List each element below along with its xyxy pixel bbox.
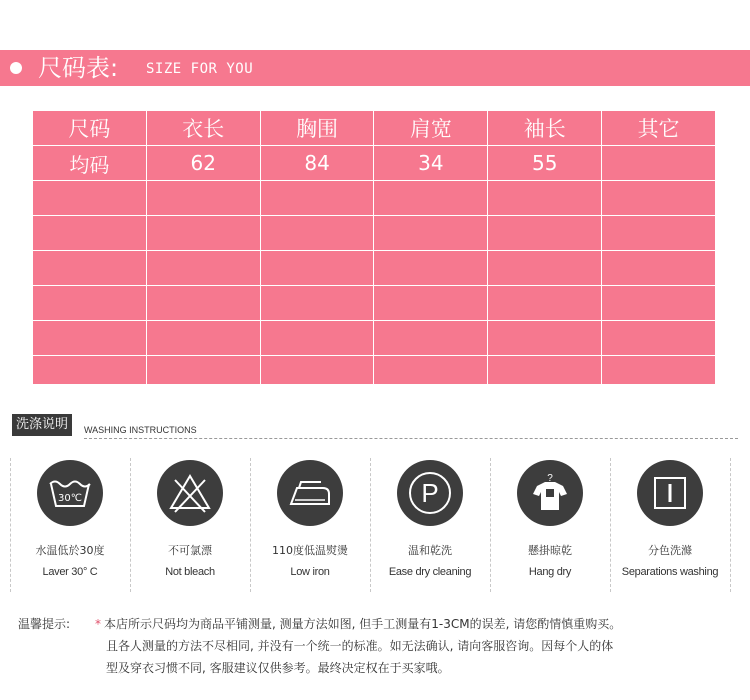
size-table-row xyxy=(33,251,716,286)
size-table-cell xyxy=(602,146,716,181)
size-table-cell xyxy=(260,321,374,356)
size-table-cell: 84 xyxy=(260,146,374,181)
size-table-row xyxy=(33,146,716,181)
washing-title: 洗涤说明 xyxy=(12,414,72,436)
hang-dry-icon xyxy=(517,460,583,526)
size-table-cell xyxy=(602,251,716,286)
size-table-cell xyxy=(602,181,716,216)
size-table-subtitle: SIZE FOR YOU xyxy=(146,61,254,77)
size-table-title: 尺码表: xyxy=(38,54,119,82)
care-label-en: Ease dry cleaning xyxy=(388,566,472,578)
size-table-cell xyxy=(146,286,260,321)
size-table-cell xyxy=(488,321,602,356)
size-table-row xyxy=(33,286,716,321)
size-table-cell xyxy=(488,181,602,216)
wash-temp-label: 30℃ xyxy=(58,493,82,504)
size-table-header-cell: 尺码 xyxy=(33,111,147,146)
size-table-cell xyxy=(146,251,260,286)
notes-label: 温馨提示: xyxy=(18,617,71,631)
no-bleach-icon xyxy=(157,460,223,526)
size-table-cell xyxy=(146,356,260,391)
size-table-cell: 62 xyxy=(146,146,260,181)
care-item-wash-30c xyxy=(10,456,130,596)
size-table-row xyxy=(33,216,716,251)
size-table-cell xyxy=(374,356,488,391)
size-header-band xyxy=(0,50,750,86)
care-item-hang-dry xyxy=(490,456,610,596)
hanger-mark: ? xyxy=(547,473,553,484)
size-table-cell xyxy=(146,216,260,251)
size-table-cell xyxy=(33,286,147,321)
dry-clean-icon xyxy=(397,460,463,526)
size-table-header-cell: 肩宽 xyxy=(374,111,488,146)
care-label-cn: 不可氯漂 xyxy=(168,544,212,557)
size-table-grid xyxy=(32,110,716,391)
care-label-en: Laver 30° C xyxy=(42,566,98,578)
care-icons-row xyxy=(10,456,740,596)
size-table-cell xyxy=(33,181,147,216)
size-table-cell xyxy=(260,251,374,286)
care-label-cn: 110度低温熨燙 xyxy=(272,544,348,557)
size-table-cell xyxy=(260,216,374,251)
size-table-row xyxy=(33,321,716,356)
notes-line: 且各人测量的方法不尽相同, 并没有一个统一的标准。如无法确认, 请向客服咨询。因每个人的体 xyxy=(106,639,614,653)
size-table-cell xyxy=(260,356,374,391)
care-item-dry-clean xyxy=(370,456,490,596)
size-table-cell xyxy=(488,216,602,251)
size-table-header-cell: 其它 xyxy=(602,111,716,146)
washing-subtitle: WASHING INSTRUCTIONS xyxy=(84,425,197,435)
size-table-cell xyxy=(146,181,260,216)
care-label-cn: 懸掛晾乾 xyxy=(528,544,572,557)
care-divider xyxy=(730,458,731,592)
size-table-row xyxy=(33,356,716,391)
care-label-cn: 温和乾洗 xyxy=(408,544,452,557)
notes-line: 型及穿衣习惯不同, 客服建议仅供参考。最终决定权在于买家哦。 xyxy=(106,661,450,675)
size-table-header-row xyxy=(33,111,716,146)
care-label-en: Separations washing xyxy=(621,566,719,578)
size-table-cell: 55 xyxy=(488,146,602,181)
washing-divider xyxy=(84,438,738,439)
size-table-header-cell: 袖长 xyxy=(488,111,602,146)
bullet-dot-icon xyxy=(10,62,22,74)
size-table-cell xyxy=(374,286,488,321)
washing-instructions-header xyxy=(12,414,738,438)
size-table-row xyxy=(33,181,716,216)
size-table-cell xyxy=(602,321,716,356)
care-label-en: Low iron xyxy=(290,566,330,578)
notes-line: 本店所示尺码均为商品平铺测量, 测量方法如图, 但手工测量有1-3CM的误差, 请您酌情慎重购买。 xyxy=(104,617,622,631)
size-table-cell: 均码 xyxy=(33,146,147,181)
care-label-en: Not bleach xyxy=(165,566,215,578)
notes-star: * xyxy=(95,617,101,631)
care-item-no-bleach xyxy=(130,456,250,596)
size-table-cell xyxy=(33,251,147,286)
dry-clean-letter: P xyxy=(421,478,439,508)
wash-30c-icon xyxy=(37,460,103,526)
separate-wash-icon xyxy=(637,460,703,526)
size-table-header-cell: 胸围 xyxy=(260,111,374,146)
size-table-cell xyxy=(33,216,147,251)
size-table-cell xyxy=(488,286,602,321)
care-label-cn: 分色洗滌 xyxy=(648,544,692,557)
size-table-cell xyxy=(260,286,374,321)
care-item-low-iron xyxy=(250,456,370,596)
size-table-cell xyxy=(33,321,147,356)
size-table-cell xyxy=(602,356,716,391)
size-table-cell xyxy=(374,321,488,356)
size-table-cell xyxy=(374,251,488,286)
size-table-cell xyxy=(374,216,488,251)
size-table-cell xyxy=(488,356,602,391)
size-table-header-cell: 衣长 xyxy=(146,111,260,146)
care-label-cn: 水温低於30度 xyxy=(35,544,105,557)
care-item-separate-wash xyxy=(610,456,730,596)
size-table xyxy=(32,110,716,384)
size-table-cell xyxy=(146,321,260,356)
size-table-cell xyxy=(33,356,147,391)
size-table-cell xyxy=(488,251,602,286)
size-table-cell: 34 xyxy=(374,146,488,181)
size-table-cell xyxy=(602,216,716,251)
care-label-en: Hang dry xyxy=(528,566,572,578)
low-iron-icon xyxy=(277,460,343,526)
size-table-cell xyxy=(602,286,716,321)
size-table-cell xyxy=(260,181,374,216)
size-table-cell xyxy=(374,181,488,216)
